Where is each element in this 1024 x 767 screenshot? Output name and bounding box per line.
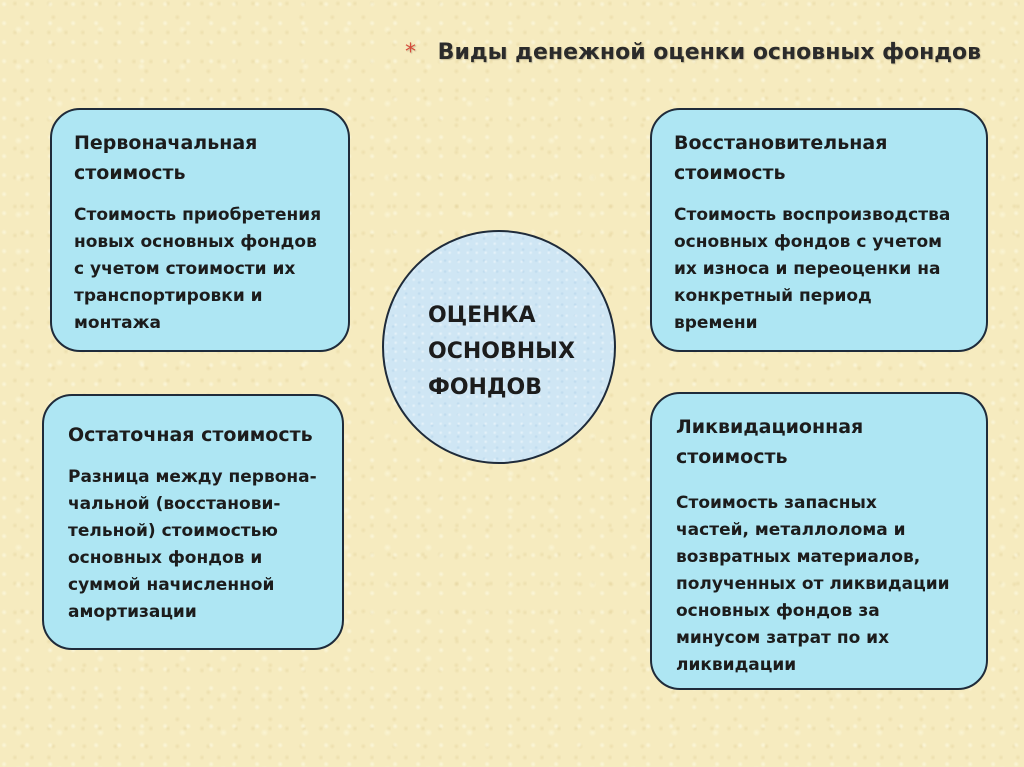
title-text: Виды денежной оценки основных фондов [437, 40, 982, 65]
central-concept-circle [382, 230, 616, 464]
slide-title [405, 40, 981, 65]
replacement-cost-description: Стоимость воспроизводства основных фондов с учетом их износа и переоценки на конкретный период времени [674, 205, 951, 333]
liquidation-cost-description: Стоимость запасных частей, металлолома и возвратных материалов, полученных от ликвидации основных фондов за минусом затрат по их ликвидации [676, 493, 950, 675]
original-cost-heading: Первоначальная стоимость [74, 132, 258, 184]
central-concept-text: ОЦЕНКА ОСНОВНЫХ ФОНДОВ [428, 303, 575, 400]
liquidation-cost-heading: Ликвидационная стоимость [676, 416, 864, 468]
residual-cost-heading: Остаточная стоимость [68, 424, 313, 446]
residual-cost-description: Разница между первона- чальной (восстанови- тельной) стоимостью основных фондов и суммой начисленной амортизации [68, 467, 317, 622]
replacement-cost-heading: Восстановительная стоимость [674, 132, 888, 184]
title-bullet: * [405, 40, 416, 65]
residual-cost-box [42, 394, 344, 650]
replacement-cost-box [650, 108, 988, 352]
original-cost-box [50, 108, 350, 352]
original-cost-description: Стоимость приобретения новых основных фондов с учетом стоимости их транспортировки и монтажа [74, 205, 322, 333]
liquidation-cost-box [650, 392, 988, 690]
